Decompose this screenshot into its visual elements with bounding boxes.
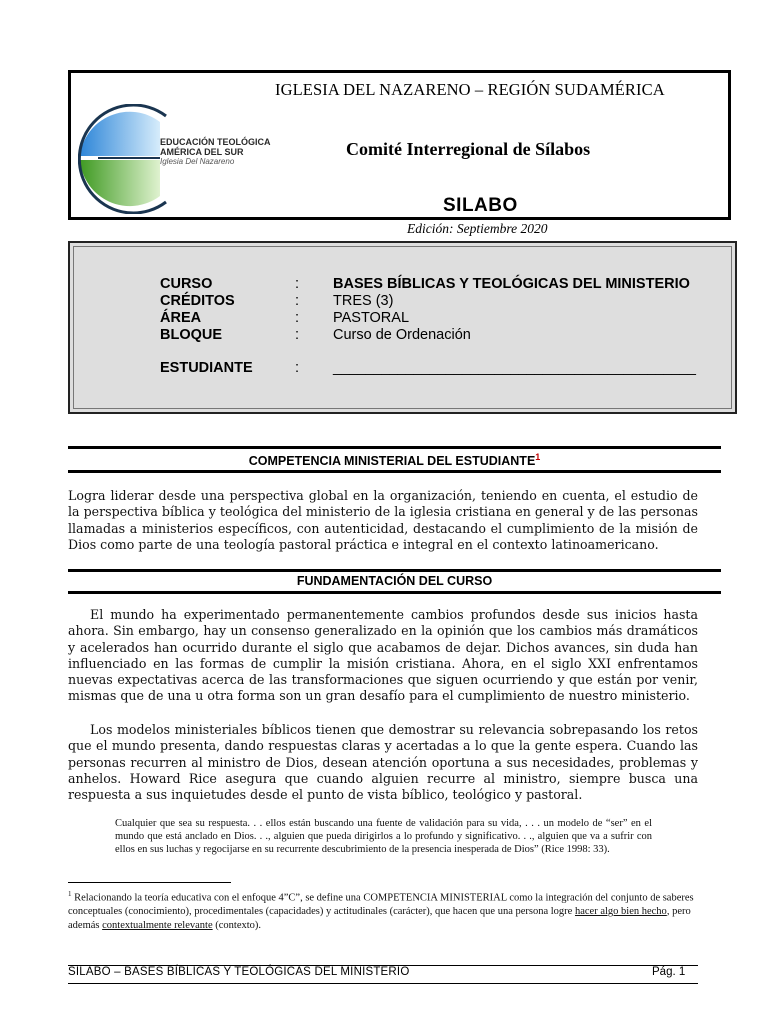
edition-date: Edición: Septiembre 2020 (407, 221, 548, 236)
section-rule-top (68, 569, 721, 572)
info-label: CRÉDITOS (160, 293, 235, 309)
church-title: IGLESIA DEL NAZARENO – REGIÓN SUDAMÉRICA (275, 80, 665, 99)
section-rule-bottom (68, 591, 721, 594)
footnote-underlined-1: hacer algo bien hecho (574, 906, 667, 917)
page-number: Pág. 1 (652, 966, 686, 978)
section-rule-bottom (68, 470, 721, 473)
footnote (68, 888, 698, 932)
logo-line-3: Iglesia Del Nazareno (160, 157, 235, 166)
student-name-blank: _____________________________________________ (333, 360, 696, 376)
info-label: CURSO (160, 276, 213, 292)
section-rule-top (68, 446, 721, 449)
block-quote: Cualquier que sea su respuesta. . . ellos están buscando una fuente de validación para su vida, . . . un modelo de “ser” en el mundo que está anclado en Dios. . ., alguien que pueda dirigirlos a lo profundo y significativo. . ., alguien que va a sufrir con ellos en sus luchas y regocijarse en su recurrente descubrimiento de la presencia inesperada de Dios” (Rice 1998: 33). (115, 818, 652, 855)
education-logo (78, 104, 168, 214)
logo-line-2: AMÉRICA DEL SUR (160, 147, 244, 157)
section-title-competencia (68, 452, 721, 468)
info-colon: : (295, 360, 300, 376)
info-colon: : (295, 327, 300, 343)
section-title-text: COMPETENCIA MINISTERIAL DEL ESTUDIANTE (248, 454, 536, 469)
footnote-number: 1 (68, 890, 72, 898)
competencia-text: Logra liderar desde una perspectiva global en la organización, teniendo en cuenta, el estudio de la perspectiva bíblica y teológica del ministerio de la iglesia cristiana en general y de las personas llamadas a ministerios específicos, con autenticidad, destacando el cumplimiento de la misión de Dios como parte de una teología pastoral práctica e integral en el contexto latinoamericano. (68, 488, 698, 552)
fundamentacion-paragraph-2: Los modelos ministeriales bíblicos tienen que demostrar su relevancia sobrepasando los retos que el mundo presenta, dando respuestas claras y acertadas a lo que la gente espera. Cuando las personas recurren al ministro de Dios, desean atención oportuna a sus necesidades, problemas y anhelos. Howard Rice asegura que cuando alguien recurre al ministro, siempre busca una respuesta a sus inquietudes desde el punto de vista bíblico, teológico y pastoral. (68, 722, 698, 803)
info-value: BASES BÍBLICAS Y TEOLÓGICAS DEL MINISTERIO (333, 276, 690, 292)
footnote-text-2: , pero además (68, 906, 691, 931)
info-colon: : (295, 276, 300, 292)
info-label: BLOQUE (160, 327, 223, 343)
info-label: ESTUDIANTE (160, 360, 253, 376)
info-label: ÁREA (160, 310, 202, 326)
footnote-underlined-2: contextualmente relevante (102, 919, 213, 931)
footer-rule-bottom (68, 983, 698, 984)
document-title: SILABO (443, 195, 518, 216)
footer-title: SILABO – BASES BÍBLICAS Y TEOLÓGICAS DEL MINISTERIO (68, 966, 410, 978)
section-title-fundamentacion: FUNDAMENTACIÓN DEL CURSO (296, 574, 493, 588)
footnote-text-3: (contexto). (212, 919, 262, 931)
fundamentacion-paragraph-1: El mundo ha experimentado permanentemente cambios profundos desde sus inicios hasta ahora. Sin embargo, hay un consenso generalizado en la opinión que los cambios más dramáticos y acelerados han ocurrido durante el siglo que acabamos de dejar. Dichos avances, sin duda han influenciado en las formas de cumplir la misión cristiana. Ahora, en el siglo XXI enfrentamos nuevas expectativas acerca de las transformaciones que siguen ocurriendo y que están por venir, mismas que de una u otra forma son un gran desafío para el cumplimiento de nuestro ministerio. (68, 607, 698, 704)
committee-title: Comité Interregional de Sílabos (346, 139, 591, 159)
info-value: TRES (3) (333, 293, 394, 309)
logo-line-1: EDUCACIÓN TEOLÓGICA (160, 137, 271, 147)
footnote-separator (68, 882, 231, 883)
logo-text (160, 137, 271, 167)
info-colon: : (295, 310, 300, 326)
info-colon: : (295, 293, 300, 309)
info-value: PASTORAL (333, 310, 410, 326)
footnote-text-1: Relacionando la teoría educativa con el enfoque 4”C”, se define una COMPETENCIA MINISTERIAL como la integración del conjunto de saberes conceptuales (conocimiento), procedimentales (capacidades) y actitudinales (carácter), que hacen que una persona logre (68, 892, 694, 917)
info-value: Curso de Ordenación (333, 327, 471, 343)
footnote-marker: 1 (535, 452, 541, 462)
